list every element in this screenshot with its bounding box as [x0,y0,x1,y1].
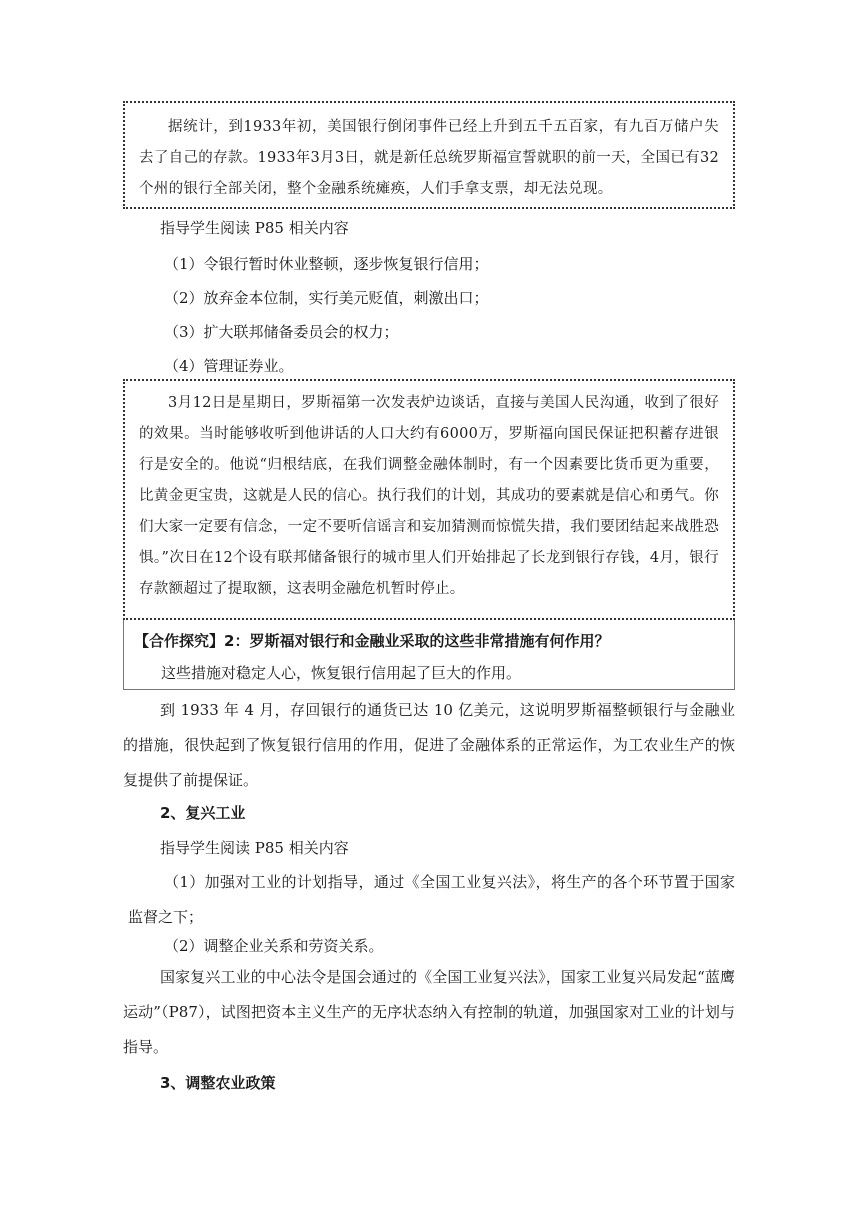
measure-item: （4）管理证券业。 [164,357,294,375]
measure-item: （2）放弃金本位制，实行美元贬值，刺激出口； [164,289,489,307]
section-heading: 2、复兴工业 [160,804,246,822]
measure-item: （1）令银行暂时休业整顿，逐步恢复银行信用； [164,255,489,273]
reading-guide: 指导学生阅读 P85 相关内容 [160,219,349,237]
measure-item: （3）扩大联邦储备委员会的权力； [164,323,399,341]
quote-text: 3月12日是星期日，罗斯福第一次发表炉边谈话，直接与美国人民沟通，收到了很好的效果。当时能够收听到他讲话的人口大约有6000万，罗斯福向国民保证把积蓄存进银行是安全的。他说“归根结底，在我们调整金融体制时，有一个因素要比货币更为重要，比黄金更宝贵，这就是人民的信心。执行我们的计划，其成功的要素就是信心和勇气。你们大家一定要有信念，一定不要听信谣言和妄加猜测而惊慌失措，我们要团结起来战胜恐惧。”次日在12个设有联邦储备银行的城市里人们开始排起了长龙到银行存钱，4月，银行存款额超过了提取额，这表明金融危机暂时停止。 [139,395,719,597]
body-paragraph: 国家复兴工业的中心法令是国会通过的《全国工业复兴法》，国家工业复兴局发起“蓝鹰运动”（P87），试图把资本主义生产的无序状态纳入有控制的轨道，加强国家对工业的计划与指导。 [123,968,735,1056]
inquiry-answer: 这些措施对稳定人心，恢复银行信用起了巨大的作用。 [161,664,522,682]
measure-item: （2）调整企业关系和劳资关系。 [164,937,384,955]
cooperative-inquiry-box [123,620,735,690]
quote-box-bank-failures [123,101,735,209]
body-paragraph: 到 1933 年 4 月，存回银行的通货已达 10 亿美元，这说明罗斯福整顿银行与金融业的措施，很快起到了恢复银行信用的作用，促进了金融体系的正常运作，为工农业生产的恢复提供了前提保证。 [123,701,735,789]
quote-text: 据统计，到1933年初，美国银行倒闭事件已经上升到五千五百家，有九百万储户失去了自己的存款。1933年3月3日，就是新任总统罗斯福宣誓就职的前一天，全国已有32个州的银行全部关闭，整个金融系统瘫痪，人们手拿支票，却无法兑现。 [139,119,719,197]
reading-guide: 指导学生阅读 P85 相关内容 [160,839,349,857]
section-heading: 3、调整农业政策 [160,1074,276,1092]
inquiry-question: 【合作探究】2：罗斯福对银行和金融业采取的这些非常措施有何作用？ [134,632,610,650]
measure-item: （1）加强对工业的计划指导，通过《全国工业复兴法》，将生产的各个环节置于国家监督之下； [128,873,735,926]
quote-box-fireside-chat [123,379,735,620]
